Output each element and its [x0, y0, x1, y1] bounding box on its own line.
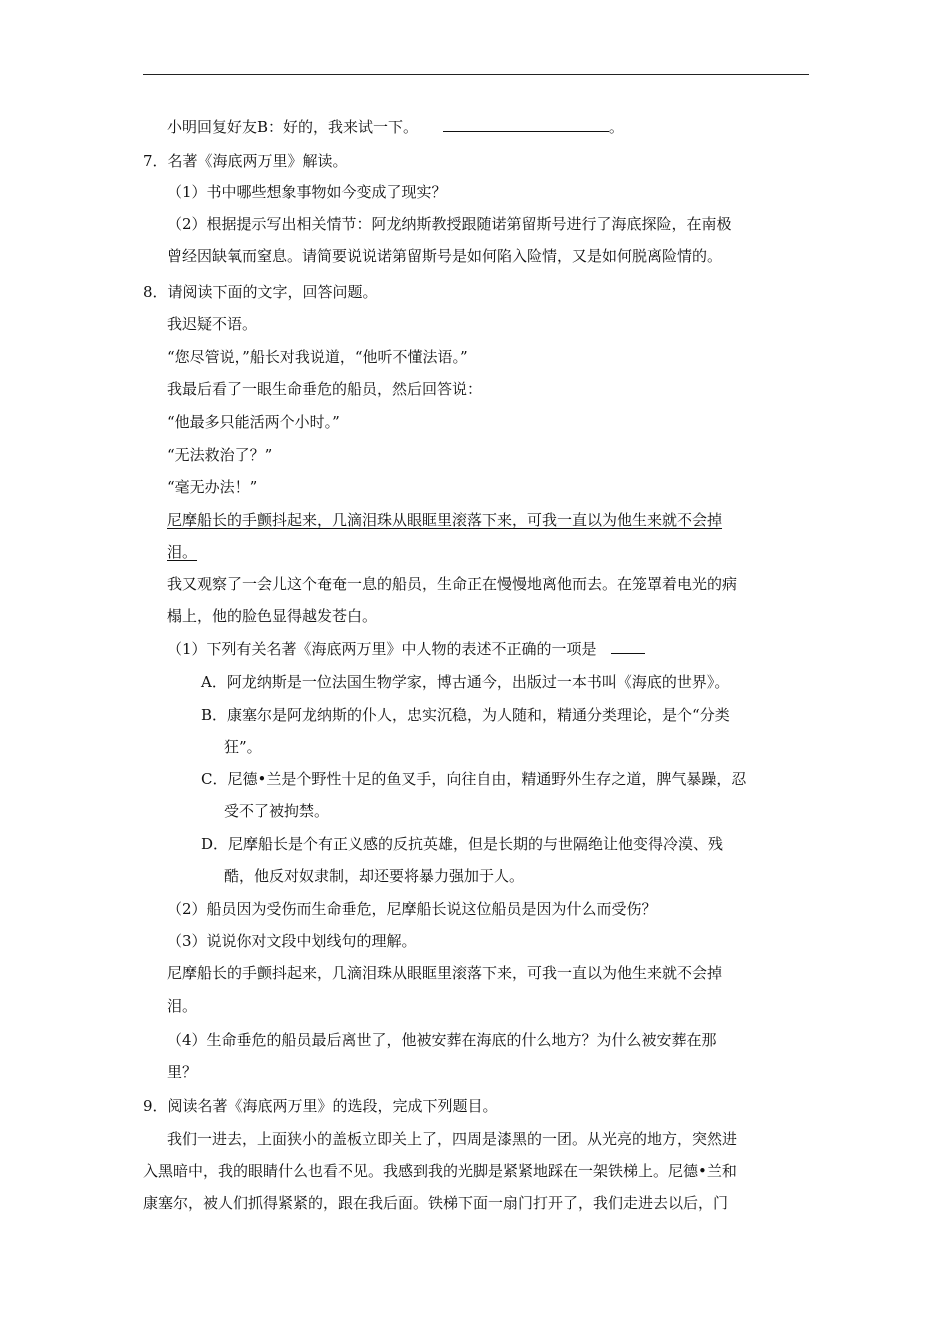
q7-title: 7．名著《海底两万里》解读。 — [143, 152, 348, 170]
quoted-sentence-line2: 泪。 — [167, 997, 198, 1015]
passage-line: “无法救治了？” — [167, 446, 273, 464]
passage-line: “您尽管说，”船长对我说道，“他听不懂法语。” — [167, 348, 468, 366]
reply-text: 小明回复好友B：好的，我来试一下。 — [167, 118, 419, 136]
answer-blank[interactable] — [443, 117, 609, 132]
underlined-sentence-line2: 泪。 — [167, 543, 198, 561]
option-d-line1: D．尼摩船长是个有正义感的反抗英雄，但是长期的与世隔绝让他变得冷漠、残 — [201, 835, 724, 853]
header-rule — [143, 74, 809, 75]
q8-sub3: （3）说说你对文段中划线句的理解。 — [167, 932, 417, 950]
q9-passage-line2: 入黑暗中，我的眼睛什么也看不见。我感到我的光脚是紧紧地踩在一架铁梯上。尼德•兰和 — [143, 1162, 737, 1180]
passage-line: 我又观察了一会儿这个奄奄一息的船员，生命正在慢慢地离他而去。在笼罩着电光的病 — [167, 575, 738, 593]
q7-sub1: （1）书中哪些想象事物如今变成了现实？ — [167, 183, 447, 201]
passage-line: 榻上，他的脸色显得越发苍白。 — [167, 607, 378, 625]
choice-blank[interactable] — [611, 639, 645, 654]
q7-sub2-line2: 曾经因缺氧而窒息。请简要说说诺第留斯号是如何陷入险情，又是如何脱离险情的。 — [167, 247, 723, 265]
q8-title: 8．请阅读下面的文字，回答问题。 — [143, 283, 378, 301]
passage-line: 我迟疑不语。 — [167, 315, 258, 333]
reply-end: 。 — [608, 118, 624, 136]
underlined-sentence-line1: 尼摩船长的手颤抖起来，几滴泪珠从眼眶里滚落下来，可我一直以为他生来就不会掉 — [167, 511, 723, 529]
option-b-line1: B．康塞尔是阿龙纳斯的仆人，忠实沉稳，为人随和，精通分类理论，是个“分类 — [201, 706, 730, 724]
q9-passage-line1: 我们一进去，上面狭小的盖板立即关上了，四周是漆黑的一团。从光亮的地方，突然进 — [167, 1130, 738, 1148]
q8-sub1-text: （1）下列有关名著《海底两万里》中人物的表述不正确的一项是 — [167, 640, 597, 658]
quoted-sentence-line1: 尼摩船长的手颤抖起来，几滴泪珠从眼眶里滚落下来，可我一直以为他生来就不会掉 — [167, 964, 723, 982]
q8-sub4-line2: 里？ — [167, 1063, 198, 1081]
q9-passage-line3: 康塞尔，被人们抓得紧紧的，跟在我后面。铁梯下面一扇门打开了，我们走进去以后，门 — [143, 1194, 729, 1212]
q9-title: 9．阅读名著《海底两万里》的选段，完成下列题目。 — [143, 1097, 498, 1115]
option-b-line2: 狂”。 — [224, 738, 262, 756]
option-c-line1: C．尼德•兰是个野性十足的鱼叉手，向往自由，精通野外生存之道，脾气暴躁，忍 — [201, 770, 747, 788]
q8-sub4-line1: （4）生命垂危的船员最后离世了，他被安葬在海底的什么地方？为什么被安葬在那 — [167, 1031, 717, 1049]
q8-sub1 — [167, 639, 645, 659]
passage-line: 我最后看了一眼生命垂危的船员，然后回答说： — [167, 380, 483, 398]
q7-sub2-line1: （2）根据提示写出相关情节：阿龙纳斯教授跟随诺第留斯号进行了海底探险，在南极 — [167, 215, 732, 233]
option-d-line2: 酷，他反对奴隶制，却还要将暴力强加于人。 — [224, 867, 525, 885]
option-c-line2: 受不了被拘禁。 — [224, 802, 330, 820]
option-a: A．阿龙纳斯是一位法国生物学家，博古通今，出版过一本书叫《海底的世界》。 — [201, 673, 730, 691]
passage-line: “他最多只能活两个小时。” — [167, 413, 340, 431]
reply-line — [167, 117, 624, 137]
passage-line: “毫无办法！” — [167, 478, 258, 496]
q8-sub2: （2）船员因为受伤而生命垂危，尼摩船长说这位船员是因为什么而受伤？ — [167, 900, 657, 918]
